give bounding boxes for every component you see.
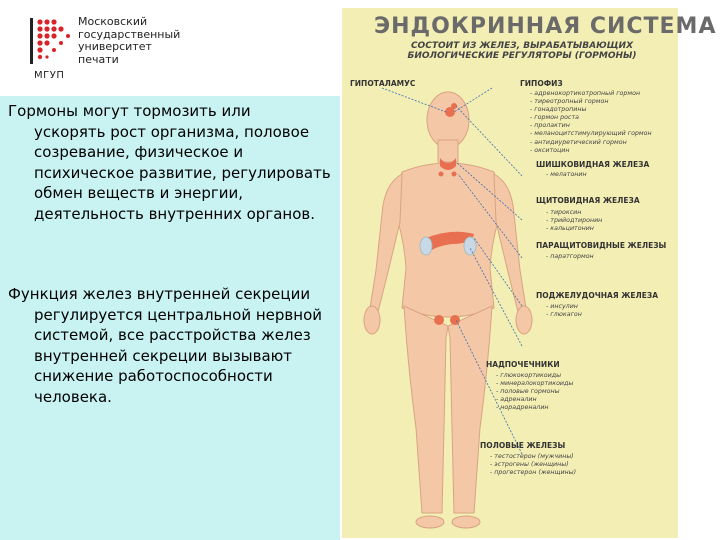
adrenal-label: НАДПОЧЕЧНИКИ <box>486 360 560 369</box>
adrenal-kidney-right <box>464 237 476 255</box>
pancreas-label: ПОДЖЕЛУДОЧНАЯ ЖЕЛЕЗА <box>536 291 659 300</box>
thyroid-hormones: - тироксин - трийодтиронин - кальцитонин <box>546 209 602 233</box>
pancreas-hormones: - инсулин - глюкагон <box>546 303 582 319</box>
poster-subtitle: СОСТОИТ ИЗ ЖЕЛЕЗ, ВЫРАБАТЫВАЮЩИХ БИОЛОГИЧЕСКИЕ РЕГУЛЯТОРЫ (ГОРМОНЫ) <box>407 41 637 61</box>
paragraph-nervous-regulation: Функция желез внутренней секреции регулируется центральной нервной системой, все расстройства желез внутренней секреции вызывают снижение работоспособности человека. <box>8 285 323 406</box>
gonad-marker-left <box>434 315 444 325</box>
gonad-marker-right <box>450 315 460 325</box>
university-logo <box>14 14 214 84</box>
pineal-hormones: - мелатонин <box>546 171 587 179</box>
pituitary-hormones: - адренокортикотропный гормон - тиреотропный гормон - гонадотропины - гормон роста - пролактин - меланоцитстимулирующий гормон - антидиуретический гормон - окситоцин <box>530 90 652 155</box>
gonads-hormones: - тестостерон (мужчины) - эстрогены (женщины) - прогестерон (женщины) <box>490 453 576 477</box>
pituitary-label: ГИПОФИЗ <box>520 79 563 88</box>
university-abbreviation: МГУП <box>34 70 65 81</box>
university-name: Московский государственный университет печати <box>78 15 181 66</box>
adrenal-hormones: - глюкокортикоиды - минералокортикоиды - половые гормоны - адреналин - норадреналин <box>496 372 573 412</box>
pineal-label: ШИШКОВИДНАЯ ЖЕЛЕЗА <box>536 160 650 169</box>
gonads-label: ПОЛОВЫЕ ЖЕЛЕЗЫ <box>480 441 566 450</box>
thyroid-label: ЩИТОВИДНАЯ ЖЕЛЕЗА <box>536 196 640 205</box>
poster-title: ЭНДОКРИННАЯ СИСТЕМА <box>374 14 717 39</box>
hypothalamus-label: ГИПОТАЛАМУС <box>350 79 416 88</box>
adrenal-kidney-left <box>420 237 432 255</box>
parathyroid-hormones: - паратгормон <box>546 253 594 261</box>
paragraph-hormones-role: Гормоны могут тормозить или ускорять рост организма, половое созревание, физическое и психическое развитие, регулировать обмен веществ и энергии, деятельность внутренних органов. <box>8 102 331 223</box>
parathyroid-label: ПАРАЩИТОВИДНЫЕ ЖЕЛЕЗЫ <box>536 241 667 250</box>
